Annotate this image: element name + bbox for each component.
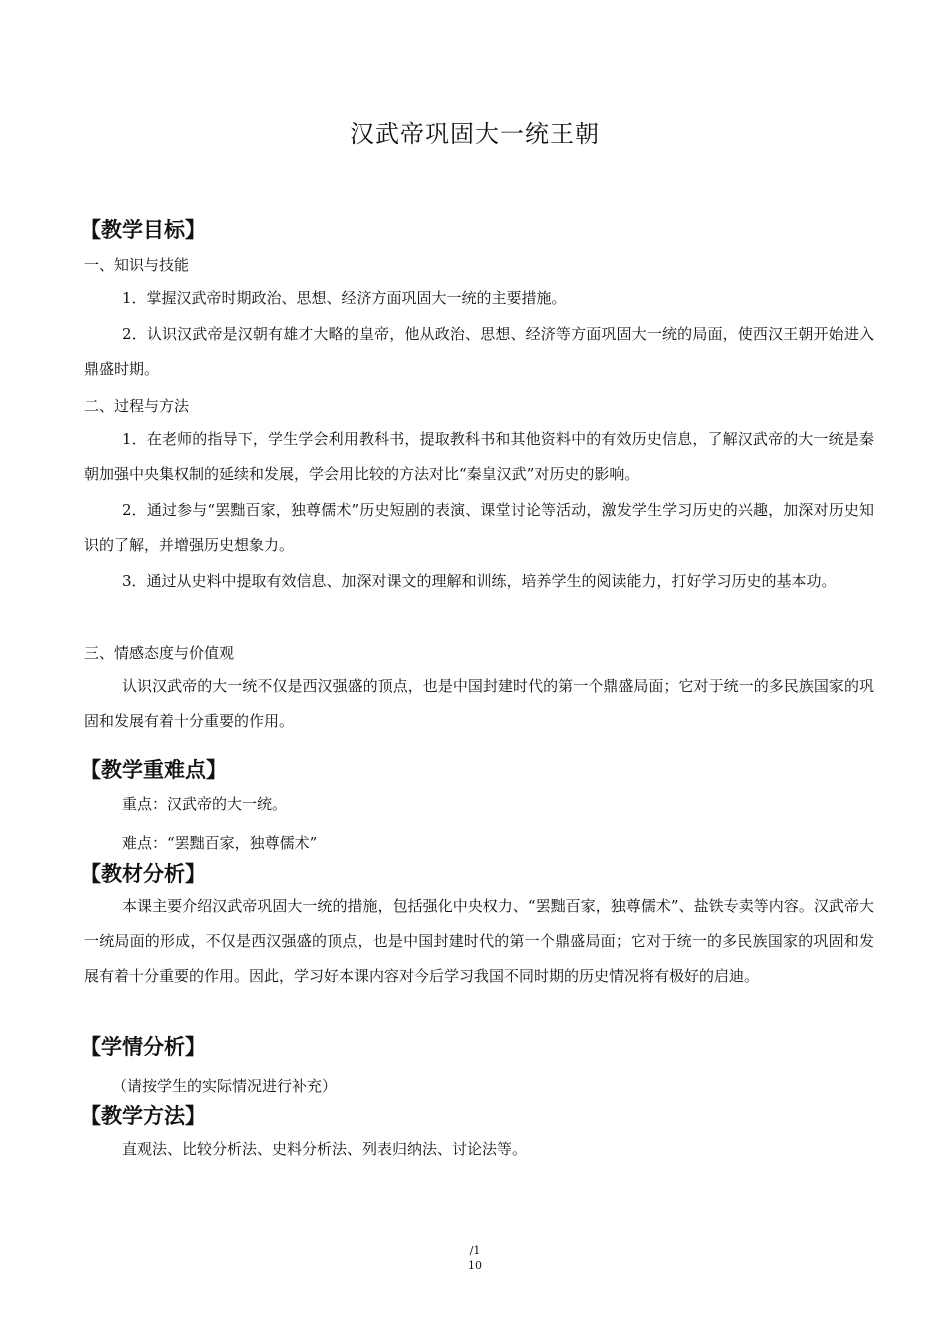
subheading-knowledge: 一、知识与技能 — [84, 256, 190, 274]
paragraph-knowledge-2: 2．认识汉武帝是汉朝有雄才大略的皇帝，他从政治、思想、经济等方面巩固大一统的局面，使西汉王朝开始进入鼎盛时期。 — [84, 325, 874, 378]
heading-key-difficulties: 【教学重难点】 — [80, 758, 227, 782]
paragraph-process-2: 2．通过参与“罢黜百家，独尊儒术”历史短剧的表演、课堂讨论等活动，激发学生学习历史的兴趣，加深对历史知识的了解，并增强历史想象力。 — [84, 501, 874, 554]
document-title: 汉武帝巩固大一统王朝 — [350, 120, 600, 148]
text-difficult-point: 难点：“罢黜百家，独尊儒术” — [122, 834, 318, 852]
subheading-emotion: 三、情感态度与价值观 — [84, 644, 235, 662]
heading-teaching-methods: 【教学方法】 — [80, 1104, 206, 1128]
heading-student-analysis: 【学情分析】 — [80, 1035, 206, 1059]
paragraph-emotion: 认识汉武帝的大一统不仅是西汉强盛的顶点，也是中国封建时代的第一个鼎盛局面；它对于统一的多民族国家的巩固和发展有着十分重要的作用。 — [84, 677, 874, 730]
text-key-point: 重点：汉武帝的大一统。 — [122, 795, 288, 813]
paragraph-knowledge-1: 1．掌握汉武帝时期政治、思想、经济方面巩固大一统的主要措施。 — [122, 289, 567, 307]
text-teaching-methods: 直观法、比较分析法、史料分析法、列表归纳法、讨论法等。 — [122, 1140, 528, 1158]
text-student-note: （请按学生的实际情况进行补充） — [112, 1077, 338, 1095]
page-number-total: 10 — [468, 1259, 482, 1272]
paragraph-material: 本课主要介绍汉武帝巩固大一统的措施，包括强化中央权力、“罢黜百家，独尊儒术”、盐铁专卖等内容。汉武帝大一统局面的形成，不仅是西汉强盛的顶点，也是中国封建时代的第一个鼎盛局面；它对于统一的多民族国家的巩固和发展有着十分重要的作用。因此，学习好本课内容对今后学习我国不同时期的历史情况将有极好的启迪。 — [84, 897, 874, 985]
heading-material-analysis: 【教材分析】 — [80, 862, 206, 886]
paragraph-process-3: 3．通过从史料中提取有效信息、加深对课文的理解和训练，培养学生的阅读能力，打好学习历史的基本功。 — [122, 572, 837, 590]
page-number-fraction: /1 — [469, 1244, 481, 1257]
subheading-process: 二、过程与方法 — [84, 397, 190, 415]
heading-teaching-goals: 【教学目标】 — [80, 218, 206, 242]
paragraph-process-1: 1．在老师的指导下，学生学会利用教科书，提取教科书和其他资料中的有效历史信息，了解汉武帝的大一统是秦朝加强中央集权制的延续和发展，学会用比较的方法对比“秦皇汉武”对历史的影响。 — [84, 430, 874, 483]
